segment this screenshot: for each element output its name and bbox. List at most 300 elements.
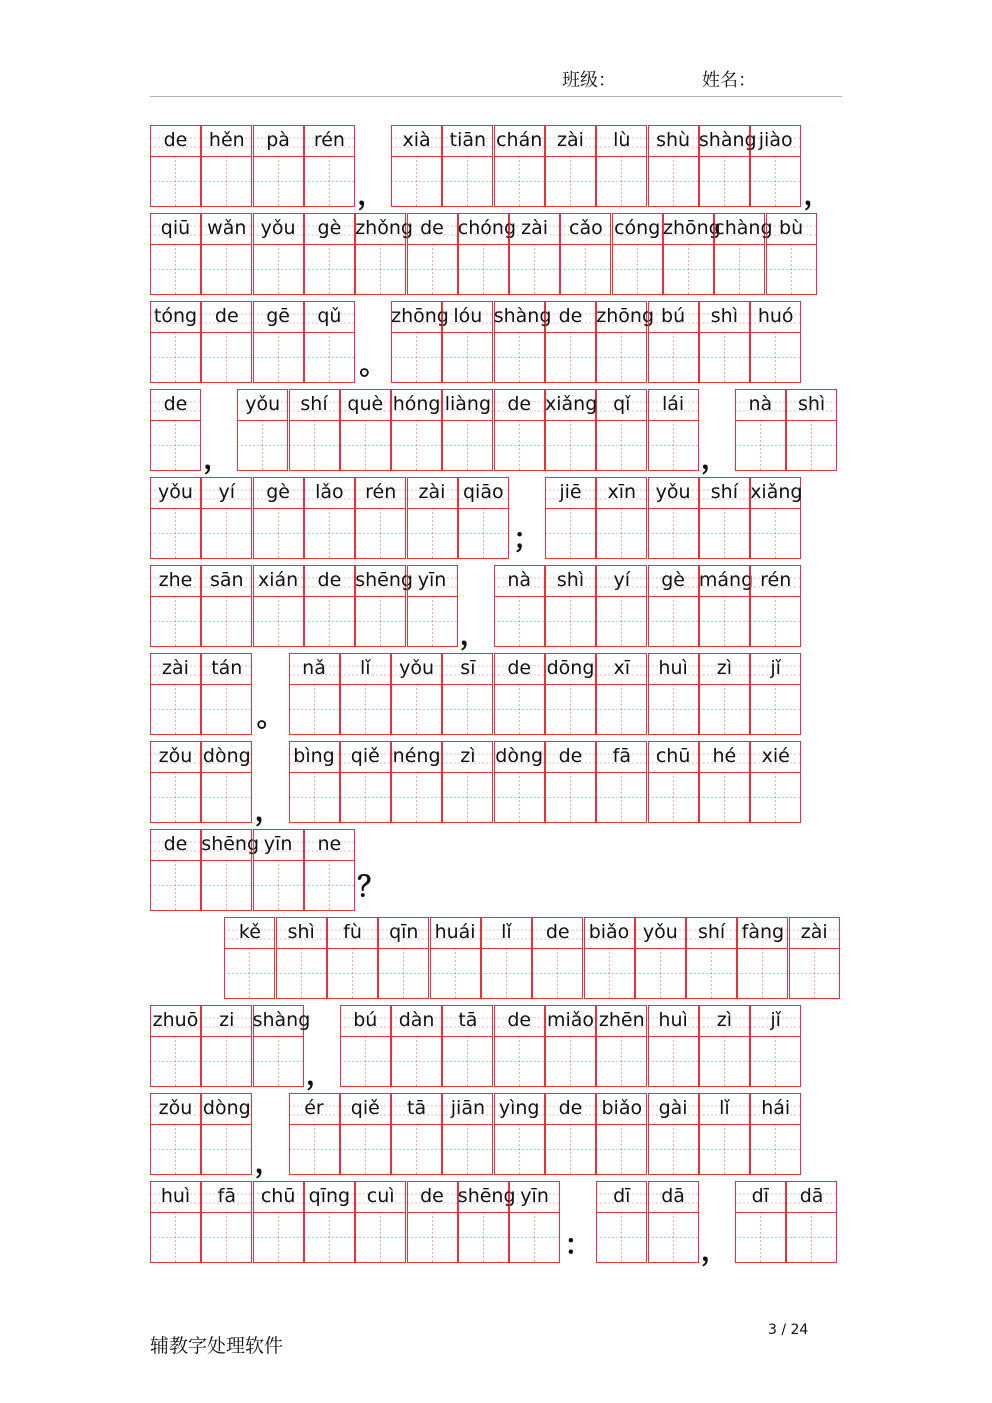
pinyin-syllable: de	[558, 305, 583, 327]
pinyin-syllable: xià	[402, 129, 431, 151]
pinyin-syllable: zài	[800, 921, 828, 943]
pinyin-cell	[201, 565, 252, 647]
pinyin-syllable: liàng	[444, 393, 492, 415]
pinyin-cell	[304, 829, 355, 911]
pinyin-syllable: cuì	[366, 1185, 395, 1207]
pinyin-syllable: lǎo	[315, 481, 344, 503]
pinyin-cell	[481, 917, 532, 999]
pinyin-syllable: jǐ	[770, 1009, 781, 1031]
pinyin-cell	[304, 1181, 355, 1263]
pinyin-syllable: qiāo	[462, 481, 504, 503]
pinyin-cell	[545, 389, 596, 471]
pinyin-syllable: zhōng	[391, 305, 449, 327]
pinyin-syllable: nǎ	[302, 657, 326, 679]
pinyin-cell	[224, 917, 275, 999]
pinyin-cell	[494, 565, 545, 647]
pinyin-syllable: shì	[287, 921, 315, 943]
pinyin-syllable: de	[558, 745, 583, 767]
pinyin-syllable: dī	[613, 1185, 631, 1207]
pinyin-syllable: qiě	[350, 1097, 380, 1119]
pinyin-cell	[407, 565, 458, 647]
pinyin-syllable: biǎo	[601, 1097, 643, 1119]
pinyin-syllable: yǒu	[260, 217, 296, 239]
pinyin-syllable: jǐ	[770, 657, 781, 679]
pinyin-cell	[150, 741, 201, 823]
pinyin-cell	[340, 1093, 391, 1175]
pinyin-syllable: fā	[612, 745, 631, 767]
pinyin-cell	[596, 1093, 647, 1175]
pinyin-cell	[391, 741, 442, 823]
pinyin-cell	[786, 1181, 837, 1263]
pinyin-cell	[304, 125, 355, 207]
pinyin-syllable: de	[163, 833, 188, 855]
pinyin-cell	[766, 213, 817, 295]
pinyin-cell	[289, 1093, 340, 1175]
pinyin-syllable: chū	[655, 745, 691, 767]
pinyin-cell	[532, 917, 583, 999]
pinyin-cell	[786, 389, 837, 471]
pinyin-cell	[750, 125, 801, 207]
pinyin-cell	[253, 1181, 304, 1263]
pinyin-syllable: de	[214, 305, 239, 327]
pinyin-syllable: shí	[300, 393, 328, 415]
pinyin-syllable: zài	[162, 657, 189, 679]
pinyin-cell	[150, 477, 201, 559]
pinyin-cell	[150, 1093, 201, 1175]
pinyin-syllable: sī	[460, 657, 476, 679]
pinyin-cell	[596, 477, 647, 559]
pinyin-syllable: zi	[219, 1009, 235, 1031]
pinyin-cell	[596, 125, 647, 207]
punctuation-mark: ，	[459, 618, 488, 651]
pinyin-cell	[150, 125, 201, 207]
pinyin-syllable: gē	[266, 305, 290, 327]
pinyin-syllable: dī	[751, 1185, 769, 1207]
pinyin-cell	[150, 565, 201, 647]
punctuation-mark: ；	[513, 522, 542, 555]
pinyin-cell	[494, 653, 545, 735]
pinyin-cell	[545, 741, 596, 823]
pinyin-syllable: biǎo	[588, 921, 630, 943]
pinyin-cell	[150, 213, 201, 295]
pinyin-syllable: gè	[317, 217, 342, 239]
pinyin-cell	[391, 653, 442, 735]
pinyin-cell	[663, 213, 721, 295]
pinyin-syllable: zì	[716, 657, 733, 679]
punctuation-mark: ，	[357, 178, 386, 211]
pinyin-cell	[304, 477, 355, 559]
pinyin-syllable: fā	[217, 1185, 236, 1207]
pinyin-cell	[458, 477, 509, 559]
pinyin-syllable: hěn	[208, 129, 245, 151]
pinyin-cell	[327, 917, 378, 999]
pinyin-syllable: shì	[556, 569, 585, 591]
pinyin-cell	[750, 741, 801, 823]
pinyin-cell	[648, 565, 699, 647]
pinyin-syllable: chū	[260, 1185, 296, 1207]
pinyin-cell	[596, 389, 647, 471]
pinyin-cell	[304, 301, 355, 383]
pinyin-cell	[545, 301, 596, 383]
pinyin-syllable: qǔ	[317, 305, 342, 327]
pinyin-syllable: zǒu	[158, 1097, 193, 1119]
pinyin-syllable: chàng	[714, 217, 773, 239]
pinyin-cell	[391, 1005, 442, 1087]
pinyin-cell	[509, 1181, 560, 1263]
pinyin-cell	[391, 301, 449, 383]
pinyin-cell	[289, 389, 340, 471]
pinyin-cell	[355, 477, 406, 559]
pinyin-cell	[648, 389, 699, 471]
pinyin-syllable: dōng	[546, 657, 595, 679]
pinyin-cell	[442, 1005, 493, 1087]
pinyin-syllable: yí	[218, 481, 236, 503]
pinyin-cell	[699, 1093, 750, 1175]
pinyin-cell	[686, 917, 737, 999]
pinyin-cell	[407, 1181, 458, 1263]
pinyin-cell	[442, 1093, 493, 1175]
pinyin-syllable: yí	[613, 569, 631, 591]
pinyin-syllable: dòng	[495, 745, 544, 767]
pinyin-cell	[699, 477, 750, 559]
pinyin-syllable: dòng	[202, 1097, 251, 1119]
pinyin-syllable: de	[317, 569, 342, 591]
pinyin-cell	[201, 653, 252, 735]
punctuation-mark: ，	[803, 178, 832, 211]
pinyin-syllable: miǎo	[546, 1009, 595, 1031]
pinyin-syllable: bù	[779, 217, 804, 239]
pinyin-syllable: shì	[710, 305, 738, 327]
pinyin-cell	[253, 829, 304, 911]
pinyin-cell	[201, 477, 252, 559]
pinyin-syllable: zhǒng	[355, 217, 413, 239]
pinyin-syllable: zài	[521, 217, 549, 239]
pinyin-cell	[699, 741, 750, 823]
pinyin-syllable: zhuō	[152, 1009, 199, 1031]
pinyin-cell	[391, 389, 442, 471]
pinyin-syllable: nà	[748, 393, 773, 415]
pinyin-cell	[737, 917, 788, 999]
pinyin-cell	[276, 917, 327, 999]
pinyin-cell	[750, 301, 801, 383]
pinyin-syllable: shēng	[355, 569, 413, 591]
pinyin-syllable: jiān	[450, 1097, 486, 1119]
footer-software-label: 辅教字处理软件	[150, 1335, 284, 1357]
pinyin-cell	[648, 1181, 699, 1263]
pinyin-cell	[253, 213, 304, 295]
pinyin-syllable: xī	[613, 657, 631, 679]
punctuation-mark: ，	[254, 794, 283, 827]
pinyin-syllable: chán	[496, 129, 543, 151]
pinyin-cell	[407, 477, 458, 559]
pinyin-syllable: de	[558, 1097, 583, 1119]
pinyin-syllable: qīn	[389, 921, 419, 943]
pinyin-cell	[545, 565, 596, 647]
pinyin-syllable: chóng	[457, 217, 517, 239]
pinyin-syllable: dā	[799, 1185, 824, 1207]
pinyin-syllable: zhōng	[596, 305, 655, 327]
pinyin-syllable: lóu	[453, 305, 483, 327]
pinyin-syllable: lái	[661, 393, 685, 415]
pinyin-cell	[253, 125, 304, 207]
pinyin-syllable: gè	[266, 481, 290, 503]
pinyin-syllable: zhe	[158, 569, 193, 591]
pinyin-syllable: nà	[507, 569, 532, 591]
punctuation-mark: ，	[700, 442, 729, 475]
pinyin-syllable: fù	[343, 921, 362, 943]
pinyin-cell	[442, 741, 493, 823]
pinyin-cell	[340, 741, 391, 823]
pinyin-syllable: tán	[211, 657, 243, 679]
pinyin-syllable: yǒu	[245, 393, 281, 415]
pinyin-syllable: rén	[760, 569, 792, 591]
pinyin-syllable: néng	[392, 745, 441, 767]
pinyin-cell	[442, 301, 493, 383]
pinyin-cell	[494, 1005, 545, 1087]
pinyin-cell	[289, 653, 340, 735]
pinyin-syllable: yīn	[263, 833, 293, 855]
pinyin-syllable: qǐ	[613, 393, 631, 415]
pinyin-syllable: de	[545, 921, 570, 943]
pinyin-cell	[750, 1093, 801, 1175]
pinyin-cell	[304, 565, 355, 647]
pinyin-cell	[407, 213, 458, 295]
pinyin-cell	[457, 213, 517, 295]
pinyin-cell	[494, 741, 545, 823]
pinyin-cell	[596, 653, 647, 735]
pinyin-syllable: pà	[266, 129, 290, 151]
pinyin-syllable: yìng	[498, 1097, 540, 1119]
pinyin-cell	[201, 829, 260, 911]
pinyin-cell	[545, 653, 596, 735]
pinyin-syllable: zì	[716, 1009, 733, 1031]
pinyin-syllable: jiào	[758, 129, 793, 151]
pinyin-syllable: zhōng	[663, 217, 721, 239]
pinyin-syllable: de	[507, 1009, 532, 1031]
pinyin-cell	[378, 917, 429, 999]
pinyin-syllable: xiǎng	[545, 393, 598, 415]
pinyin-cell	[237, 389, 288, 471]
pinyin-syllable: xián	[257, 569, 299, 591]
punctuation-mark: 。	[256, 700, 285, 733]
pinyin-syllable: yīn	[520, 1185, 549, 1207]
pinyin-syllable: shí	[710, 481, 738, 503]
pinyin-cell	[699, 301, 750, 383]
pinyin-cell	[355, 1181, 406, 1263]
pinyin-syllable: ne	[317, 833, 342, 855]
pinyin-syllable: dàn	[398, 1009, 435, 1031]
pinyin-syllable: de	[163, 393, 188, 415]
pinyin-syllable: yǒu	[655, 481, 691, 503]
pinyin-cell	[201, 125, 252, 207]
pinyin-syllable: shàng	[698, 129, 757, 151]
pinyin-cell	[699, 653, 750, 735]
pinyin-syllable: de	[507, 393, 532, 415]
punctuation-mark: 。	[359, 348, 388, 381]
pinyin-syllable: xié	[761, 745, 790, 767]
pinyin-syllable: hóng	[392, 393, 441, 415]
pinyin-syllable: rén	[365, 481, 397, 503]
pinyin-syllable: huì	[658, 1009, 688, 1031]
pinyin-syllable: qīng	[308, 1185, 351, 1207]
pinyin-cell	[648, 1005, 699, 1087]
pinyin-cell	[545, 1005, 596, 1087]
pinyin-syllable: xīn	[607, 481, 637, 503]
pinyin-syllable: dòng	[202, 745, 251, 767]
pinyin-syllable: bú	[661, 305, 686, 327]
pinyin-cell	[253, 301, 304, 383]
pinyin-syllable: shàng	[252, 1009, 311, 1031]
pinyin-cell	[545, 125, 596, 207]
pinyin-cell	[150, 1005, 201, 1087]
pinyin-cell	[150, 1181, 201, 1263]
pinyin-syllable: shàng	[493, 305, 552, 327]
pinyin-cell	[391, 125, 442, 207]
pinyin-cell	[750, 565, 801, 647]
pinyin-syllable: què	[347, 393, 384, 415]
pinyin-syllable: hé	[712, 745, 737, 767]
pinyin-cell	[596, 565, 647, 647]
pinyin-syllable: de	[507, 657, 532, 679]
pinyin-cell	[201, 301, 252, 383]
pinyin-cell	[430, 917, 481, 999]
pinyin-cell	[698, 125, 757, 207]
pinyin-cell	[201, 741, 252, 823]
pinyin-syllable: tóng	[153, 305, 198, 327]
punctuation-mark: ，	[254, 1146, 283, 1179]
pinyin-syllable: huái	[434, 921, 476, 943]
pinyin-syllable: zì	[460, 745, 476, 767]
pinyin-syllable: de	[420, 1185, 444, 1207]
pinyin-syllable: lǐ	[719, 1097, 730, 1119]
pinyin-syllable: yīn	[417, 569, 447, 591]
pinyin-cell	[494, 1093, 545, 1175]
pinyin-syllable: lù	[613, 129, 631, 151]
pinyin-syllable: hái	[761, 1097, 791, 1119]
pinyin-syllable: wǎn	[207, 217, 247, 239]
pinyin-syllable: zài	[557, 129, 584, 151]
name-label: 姓名：	[702, 70, 756, 91]
pinyin-syllable: gài	[658, 1097, 688, 1119]
pinyin-cell	[150, 653, 201, 735]
pinyin-cell	[648, 477, 699, 559]
pinyin-cell	[596, 1181, 647, 1263]
pinyin-cell	[596, 741, 647, 823]
pinyin-cell	[442, 389, 493, 471]
pinyin-cell	[201, 213, 252, 295]
pinyin-syllable: cóng	[614, 217, 661, 239]
pinyin-syllable: rén	[313, 129, 345, 151]
pinyin-cell	[442, 653, 493, 735]
pinyin-cell	[714, 213, 773, 295]
pinyin-syllable: tā	[407, 1097, 427, 1119]
pinyin-cell	[253, 477, 304, 559]
pinyin-cell	[648, 1093, 699, 1175]
pinyin-syllable: sān	[210, 569, 244, 591]
pinyin-syllable: shí	[697, 921, 726, 943]
pinyin-syllable: bú	[353, 1009, 378, 1031]
pinyin-cell	[584, 917, 635, 999]
pinyin-cell	[699, 1005, 750, 1087]
pinyin-cell	[750, 653, 801, 735]
pinyin-syllable: qiū	[160, 217, 191, 239]
pinyin-cell	[648, 741, 699, 823]
pinyin-cell	[493, 301, 552, 383]
pinyin-cell	[648, 301, 699, 383]
pinyin-syllable: máng	[698, 569, 754, 591]
pinyin-cell	[150, 301, 201, 383]
pinyin-syllable: shēng	[201, 833, 260, 855]
pinyin-cell	[648, 125, 699, 207]
pinyin-syllable: lǐ	[360, 657, 371, 679]
pinyin-cell	[201, 1181, 252, 1263]
pinyin-syllable: tiān	[449, 129, 487, 151]
pinyin-syllable: zǒu	[158, 745, 193, 767]
pinyin-cell	[545, 1093, 596, 1175]
pinyin-cell	[355, 213, 413, 295]
pinyin-syllable: dā	[661, 1185, 685, 1207]
pinyin-syllable: zài	[418, 481, 446, 503]
pinyin-cell	[560, 213, 611, 295]
pinyin-cell	[253, 565, 304, 647]
pinyin-cell	[201, 1005, 252, 1087]
pinyin-cell	[150, 829, 201, 911]
pinyin-cell	[750, 477, 801, 559]
pinyin-cell	[340, 1005, 391, 1087]
pinyin-syllable: qiě	[350, 745, 380, 767]
pinyin-cell	[596, 1005, 647, 1087]
pinyin-cell	[735, 1181, 786, 1263]
pinyin-syllable: shù	[656, 129, 691, 151]
pinyin-syllable: de	[163, 129, 188, 151]
pinyin-syllable: gè	[661, 569, 685, 591]
punctuation-mark: ：	[564, 1228, 593, 1261]
pinyin-cell	[391, 1093, 442, 1175]
pinyin-cell	[648, 653, 699, 735]
pinyin-syllable: huì	[658, 657, 688, 679]
pinyin-syllable: zhēn	[598, 1009, 645, 1031]
pinyin-syllable: jiē	[559, 481, 582, 503]
pinyin-cell	[252, 1005, 311, 1087]
pinyin-syllable: fàng	[741, 921, 785, 943]
pinyin-cell	[635, 917, 686, 999]
pinyin-syllable: de	[420, 217, 444, 239]
pinyin-cell	[201, 1093, 252, 1175]
pinyin-syllable: yǒu	[642, 921, 678, 943]
pinyin-cell	[545, 477, 596, 559]
pinyin-syllable: ér	[304, 1097, 324, 1119]
pinyin-cell	[355, 565, 413, 647]
pinyin-syllable: yǒu	[158, 481, 193, 503]
pinyin-cell	[304, 213, 355, 295]
pinyin-cell	[735, 389, 786, 471]
page-indicator: 3 / 24	[768, 1322, 809, 1338]
pinyin-cell	[150, 389, 201, 471]
pinyin-syllable: lǐ	[501, 921, 512, 943]
pinyin-cell	[340, 653, 391, 735]
pinyin-cell	[494, 389, 545, 471]
pinyin-cell	[698, 565, 754, 647]
pinyin-syllable: shì	[797, 393, 826, 415]
pinyin-syllable: xiǎng	[750, 481, 803, 503]
pinyin-cell	[289, 741, 340, 823]
pinyin-cell	[750, 1005, 801, 1087]
pinyin-syllable: cǎo	[569, 217, 603, 239]
punctuation-mark: ，	[700, 1234, 729, 1267]
pinyin-syllable: kě	[238, 921, 261, 943]
punctuation-mark: ？	[357, 870, 386, 903]
pinyin-syllable: yǒu	[399, 657, 435, 679]
